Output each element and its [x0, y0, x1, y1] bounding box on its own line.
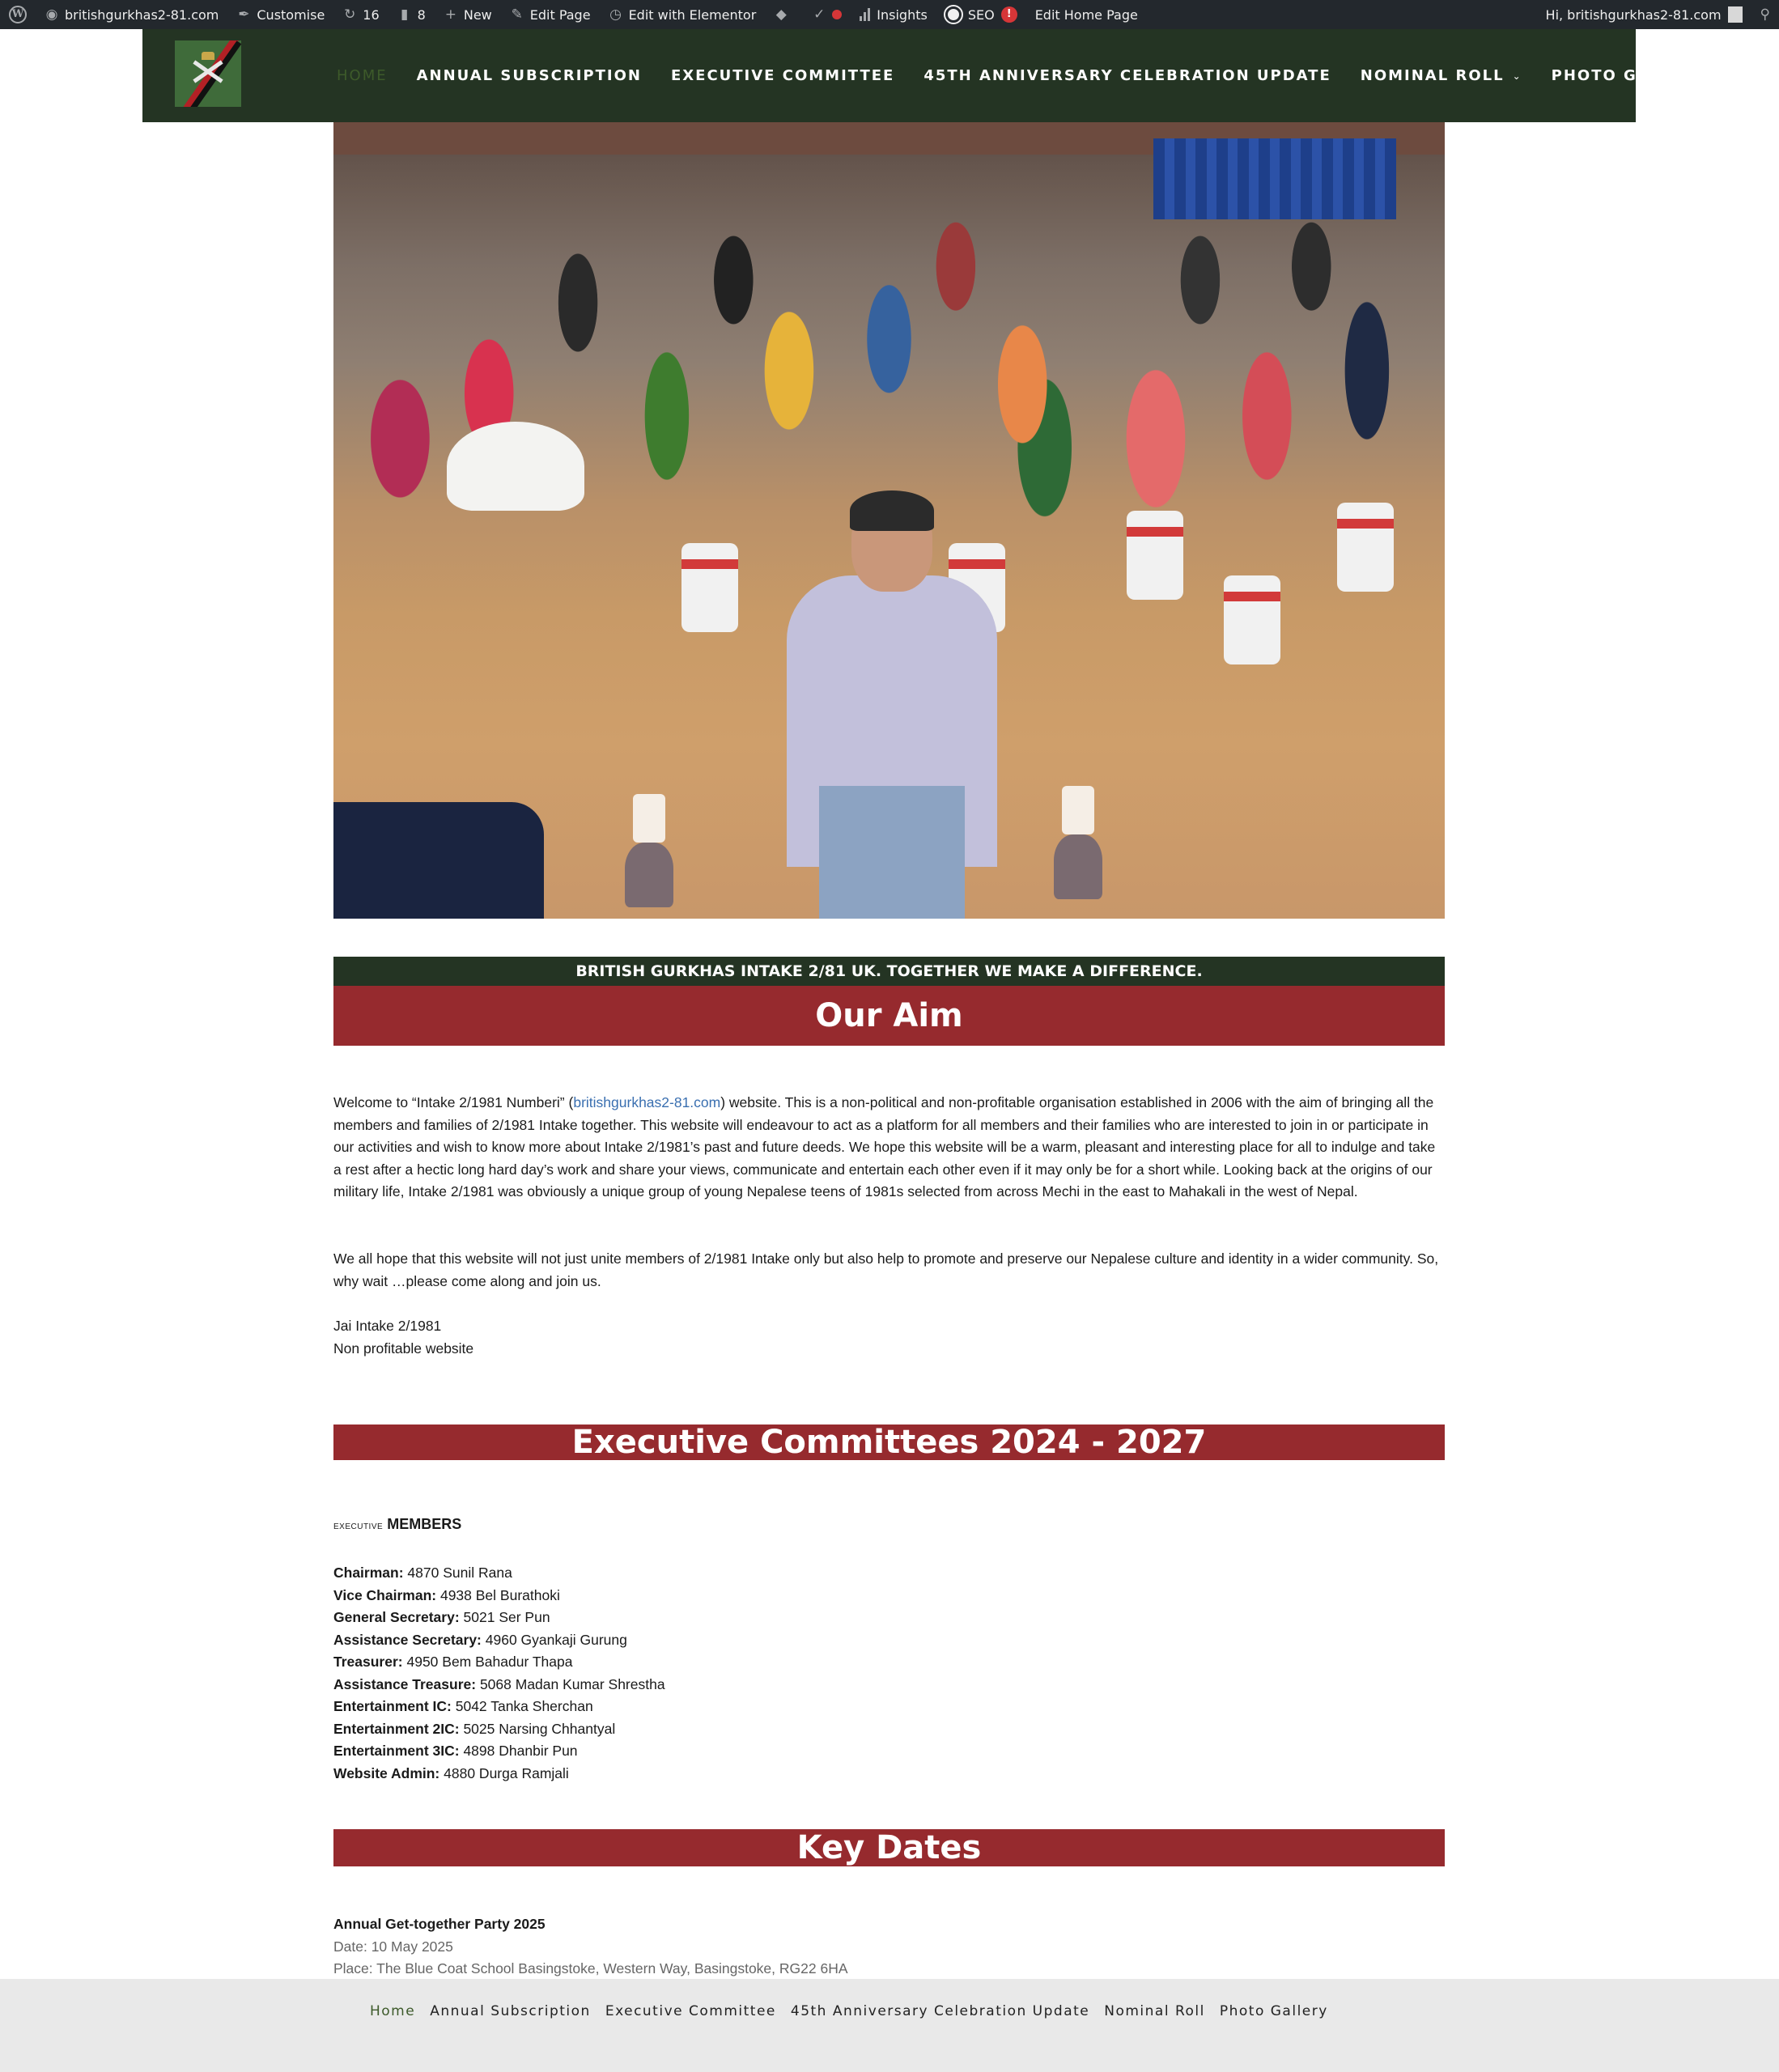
member-row: Entertainment 2IC: 5025 Narsing Chhantyal	[333, 1720, 616, 1737]
diamond-icon: ◆	[775, 6, 787, 23]
nav-item-executive-committee[interactable]: EXECUTIVE COMMITTEE	[670, 67, 895, 84]
footer-link-home[interactable]: Home	[370, 2003, 416, 2019]
edit-home-label: Edit Home Page	[1034, 6, 1138, 23]
admin-updates-link[interactable]	[333, 0, 388, 29]
comments-count: 8	[417, 6, 426, 23]
footer-link-executive-committee[interactable]: Executive Committee	[605, 2003, 776, 2019]
hero-photo	[333, 122, 1445, 919]
nav-item-label: NOMINAL ROLL	[1360, 67, 1505, 84]
nav-item-photo-gallery[interactable]	[1552, 67, 1726, 84]
member-row: Entertainment 3IC: 4898 Dhanbir Pun	[333, 1743, 578, 1759]
status-dot-icon	[832, 10, 842, 19]
exec-title-main: MEMBERS	[387, 1516, 462, 1532]
aim-text: Welcome to “Intake 2/1981 Numberi” (	[333, 1094, 574, 1110]
admin-search-icon[interactable]: ⚲	[1760, 6, 1770, 23]
admin-customise-link[interactable]	[227, 0, 333, 29]
section-heading-aim: Our Aim	[333, 986, 1445, 1046]
seo-alert-badge: !	[1001, 6, 1017, 23]
footer-link-nominal-roll[interactable]: Nominal Roll	[1104, 2003, 1205, 2019]
admin-yoast-link[interactable]	[803, 0, 851, 29]
main-nav	[337, 29, 1755, 122]
footer-link-annual-subscription[interactable]: Annual Subscription	[430, 2003, 591, 2019]
member-row: Vice Chairman: 4938 Bel Burathoki	[333, 1586, 560, 1603]
edit-page-label: Edit Page	[529, 6, 591, 23]
signoff-line: Jai Intake 2/1981	[333, 1318, 442, 1334]
site-logo[interactable]	[175, 40, 241, 107]
nav-item-anniversary-update[interactable]: 45TH ANNIVERSARY CELEBRATION UPDATE	[923, 67, 1331, 84]
admin-seo-link[interactable]	[936, 0, 1026, 29]
signoff-line: Non profitable website	[333, 1340, 474, 1357]
event-date: Date: 10 May 2025	[333, 1938, 453, 1955]
admin-comments-link[interactable]	[388, 0, 435, 29]
member-row: Assistance Treasure: 5068 Madan Kumar Shrestha	[333, 1675, 665, 1692]
aim-text: ) website. This is a non-political and non-profitable organisation established in 2006 with the aim of bringing all the members and families of 2/1981 Intake together. This website will endeavour to act as a platform for all members and their families who are interested to join in or participate in our activities and wish to know more about Intake 2/1981’s past and future deeds. We hope this website will be a warm, pleasant and interesting place for all to indulge and take a rest after a hectic long hard day’s work and share your views, communicate and entertain each other even if it may only be for a short while. Looking back at the origins of our military life, Intake 2/1981 was obviously a unique group of young Nepalese teens of 1981s selected from across Mechi in the east to Mahakali in the west of Nepal.	[333, 1094, 1436, 1199]
admin-new-link[interactable]	[435, 0, 501, 29]
pencil-icon: ✎	[511, 6, 523, 23]
site-link[interactable]: britishgurkhas2-81.com	[573, 1094, 721, 1110]
wordpress-logo-icon[interactable]: W	[0, 0, 36, 29]
admin-edit-home-link[interactable]	[1026, 0, 1147, 29]
event-title: Annual Get-together Party 2025	[333, 1916, 546, 1932]
member-row: Entertainment IC: 5042 Tanka Sherchan	[333, 1698, 593, 1714]
avatar	[1728, 6, 1743, 23]
admin-insights-link[interactable]	[851, 0, 936, 29]
admin-diamond-link[interactable]	[765, 0, 803, 29]
exec-members-title	[333, 1516, 461, 1533]
seo-icon	[945, 6, 962, 23]
footer-link-photo-gallery[interactable]: Photo Gallery	[1219, 2003, 1328, 2019]
event-item	[333, 1913, 848, 1981]
exec-title-small: EXECUTIVE	[333, 1522, 384, 1531]
admin-edit-page-link[interactable]	[501, 0, 600, 29]
admin-site-link[interactable]	[36, 0, 227, 29]
yoast-icon: ✓	[813, 6, 826, 23]
elementor-icon: ◷	[609, 6, 622, 23]
comment-icon: ▮	[400, 6, 409, 23]
customise-label: Customise	[257, 6, 325, 23]
footer-link-anniversary-update[interactable]: 45th Anniversary Celebration Update	[790, 2003, 1090, 2019]
updates-count: 16	[363, 6, 380, 23]
site-header	[142, 29, 1726, 122]
aim-paragraph-2: We all hope that this website will not just unite members of 2/1981 Intake only but also help to promote and preserve our Nepalese culture and identity in a wider community. So, why wait …please come along and join us.	[333, 1250, 1439, 1289]
footer-nav	[370, 2003, 1328, 2019]
member-row: General Secretary: 5021 Ser Pun	[333, 1609, 550, 1625]
elementor-label: Edit with Elementor	[628, 6, 757, 23]
insights-label: Insights	[877, 6, 928, 23]
member-row: Assistance Secretary: 4960 Gyankaji Gurung	[333, 1631, 627, 1648]
brush-icon: ✒	[238, 6, 250, 23]
exec-members-list	[333, 1562, 665, 1785]
event-place: Place: The Blue Coat School Basingstoke, Western Way, Basingstoke, RG22 6HA	[333, 1960, 848, 1976]
aim-signoff	[333, 1315, 1445, 1360]
member-row: Chairman: 4870 Sunil Rana	[333, 1565, 512, 1581]
section-heading-executive: Executive Committees 2024 - 2027	[333, 1424, 1445, 1460]
new-label: New	[463, 6, 492, 23]
site-footer	[0, 1979, 1779, 2072]
seo-label: SEO	[967, 6, 995, 23]
aim-paragraph	[333, 1092, 1445, 1204]
dashboard-icon: ◉	[45, 6, 58, 23]
admin-site-label: britishgurkhas2-81.com	[65, 6, 219, 23]
nav-item-home[interactable]: HOME	[337, 67, 388, 84]
chevron-down-icon: ⌄	[1715, 70, 1726, 82]
section-heading-key-dates: Key Dates	[333, 1829, 1445, 1866]
nav-item-nominal-roll[interactable]	[1361, 67, 1522, 84]
admin-elementor-link[interactable]	[600, 0, 766, 29]
nav-item-label: PHOTO GALLERY	[1551, 67, 1708, 84]
tagline: BRITISH GURKHAS INTAKE 2/81 UK. TOGETHER WE MAKE A DIFFERENCE.	[333, 957, 1445, 986]
chevron-down-icon: ⌄	[1512, 70, 1522, 82]
admin-bar	[0, 0, 1779, 29]
greeting-label: Hi, britishgurkhas2-81.com	[1545, 6, 1722, 23]
insights-icon	[860, 8, 870, 21]
plus-icon: +	[444, 6, 456, 23]
updates-icon: ↻	[344, 6, 356, 23]
member-row: Website Admin: 4880 Durga Ramjali	[333, 1764, 569, 1781]
member-row: Treasurer: 4950 Bem Bahadur Thapa	[333, 1654, 573, 1670]
nav-item-annual-subscription[interactable]: ANNUAL SUBSCRIPTION	[416, 67, 642, 84]
admin-account-menu[interactable]	[1537, 0, 1751, 29]
